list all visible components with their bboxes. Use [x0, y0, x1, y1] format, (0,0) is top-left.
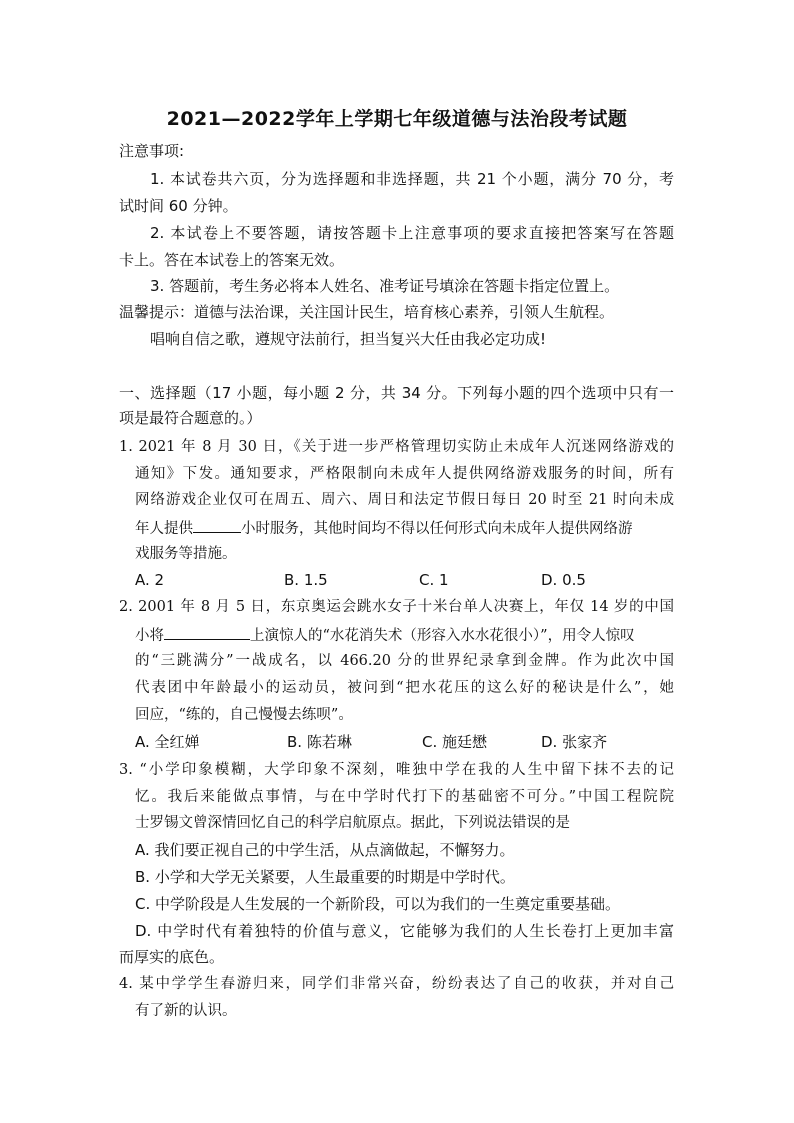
q3-option-d: D. 中学时代有着独特的价值与意义，它能够为我们的人生长卷打上更加丰富	[135, 922, 674, 940]
warm-tip: 温馨提示：道德与法治课，关注国计民生，培育核心素养，引领人生航程。	[119, 303, 615, 321]
q2-option-b: B. 陈若琳	[287, 733, 352, 751]
q2-line2	[135, 623, 635, 647]
q4-line1: 4. 某中学学生春游归来，同学们非常兴奋，纷纷表达了自己的收获，并对自己	[119, 976, 674, 992]
q3-line3: 士罗锡文曾深情回忆自己的科学启航原点。据此，下列说法错误的是	[135, 815, 570, 831]
q1-option-b: B. 1.5	[284, 571, 328, 589]
q3-option-a: A. 我们要正视自己的中学生活，从点滴做起，不懈努力。	[135, 841, 515, 859]
q1-answer-blank	[193, 516, 241, 533]
q2-line3: 的“三跳满分”一战成名，以 466.20 分的世界纪录拿到金牌。作为此次中国	[135, 653, 674, 669]
q1-option-d: D. 0.5	[541, 571, 586, 589]
notice-heading: 注意事项:	[119, 142, 185, 160]
q1-line2: 通知》下发。通知要求，严格限制向未成年人提供网络游戏服务的时间，所有	[135, 466, 674, 482]
q2-option-c: C. 施廷懋	[422, 733, 488, 751]
q3-option-c: C. 中学阶段是人生发展的一个新阶段，可以为我们的一生奠定重要基础。	[135, 895, 621, 913]
notice-item-3: 3. 答题前，考生务必将本人姓名、准考证号填涂在答题卡指定位置上。	[150, 277, 620, 295]
q1-line4	[135, 516, 633, 540]
q1-line4-pre: 年人提供	[135, 521, 193, 537]
q2-line2-pre: 小将	[135, 628, 164, 644]
q2-option-a: A. 全红婵	[135, 733, 200, 751]
q1-line3: 网络游戏企业仅可在周五、周六、周日和法定节假日每日 20 时至 21 时向未成	[135, 492, 674, 508]
q1-line5: 戏服务等措施。	[135, 546, 237, 562]
slogan: 唱响自信之歌，遵规守法前行，担当复兴大任由我必定功成!	[150, 330, 547, 348]
q3-option-d-cont: 而厚实的底色。	[119, 948, 225, 966]
notice-item-1-cont: 试时间 60 分钟。	[119, 197, 238, 215]
q2-line4: 代表团中年龄最小的运动员，被问到“把水花压的这么好的秘诀是什么”，她	[135, 680, 674, 696]
q2-answer-blank	[164, 623, 250, 640]
notice-item-1: 1. 本试卷共六页，分为选择题和非选择题，共 21 个小题，满分 70 分，考	[150, 170, 674, 188]
q1-line4-post: 小时服务，其他时间均不得以任何形式向未成年人提供网络游	[241, 521, 633, 537]
page-title: 2021—2022学年上学期七年级道德与法治段考试题	[166, 108, 628, 130]
q2-line5: 回应，“练的，自己慢慢去练呗”。	[135, 707, 353, 723]
q2-line2-post: 上演惊人的“水花消失术（形容入水水花很小）”，用令人惊叹	[250, 628, 635, 644]
q3-line1: 3. “小学印象模糊，大学印象不深刻，唯独中学在我的人生中留下抹不去的记	[119, 762, 674, 778]
section-heading-line1: 一、选择题（17 小题，每小题 2 分，共 34 分。下列每小题的四个选项中只有一	[119, 384, 674, 402]
q3-line2: 忆。我后来能做点事情，与在中学时代打下的基础密不可分。”中国工程院院	[135, 789, 674, 805]
notice-item-2-cont: 卡上。答在本试卷上的答案无效。	[119, 251, 345, 269]
section-heading-line2: 项是最符合题意的。）	[119, 409, 262, 427]
q1-line1: 1. 2021 年 8 月 30 日，《关于进一步严格管理切实防止未成年人沉迷网络游戏的	[119, 439, 674, 455]
q2-option-d: D. 张家齐	[541, 733, 608, 751]
q4-line2: 有了新的认识。	[135, 1003, 237, 1019]
q2-line1: 2. 2001 年 8 月 5 日，东京奥运会跳水女子十米台单人决赛上，年仅 14 岁的中国	[119, 599, 674, 615]
q1-option-c: C. 1	[419, 571, 449, 589]
notice-item-2: 2. 本试卷上不要答题，请按答题卡上注意事项的要求直接把答案写在答题	[150, 224, 674, 242]
q3-option-b: B. 小学和大学无关紧要，人生最重要的时期是中学时代。	[135, 868, 515, 886]
q1-option-a: A. 2	[135, 571, 165, 589]
